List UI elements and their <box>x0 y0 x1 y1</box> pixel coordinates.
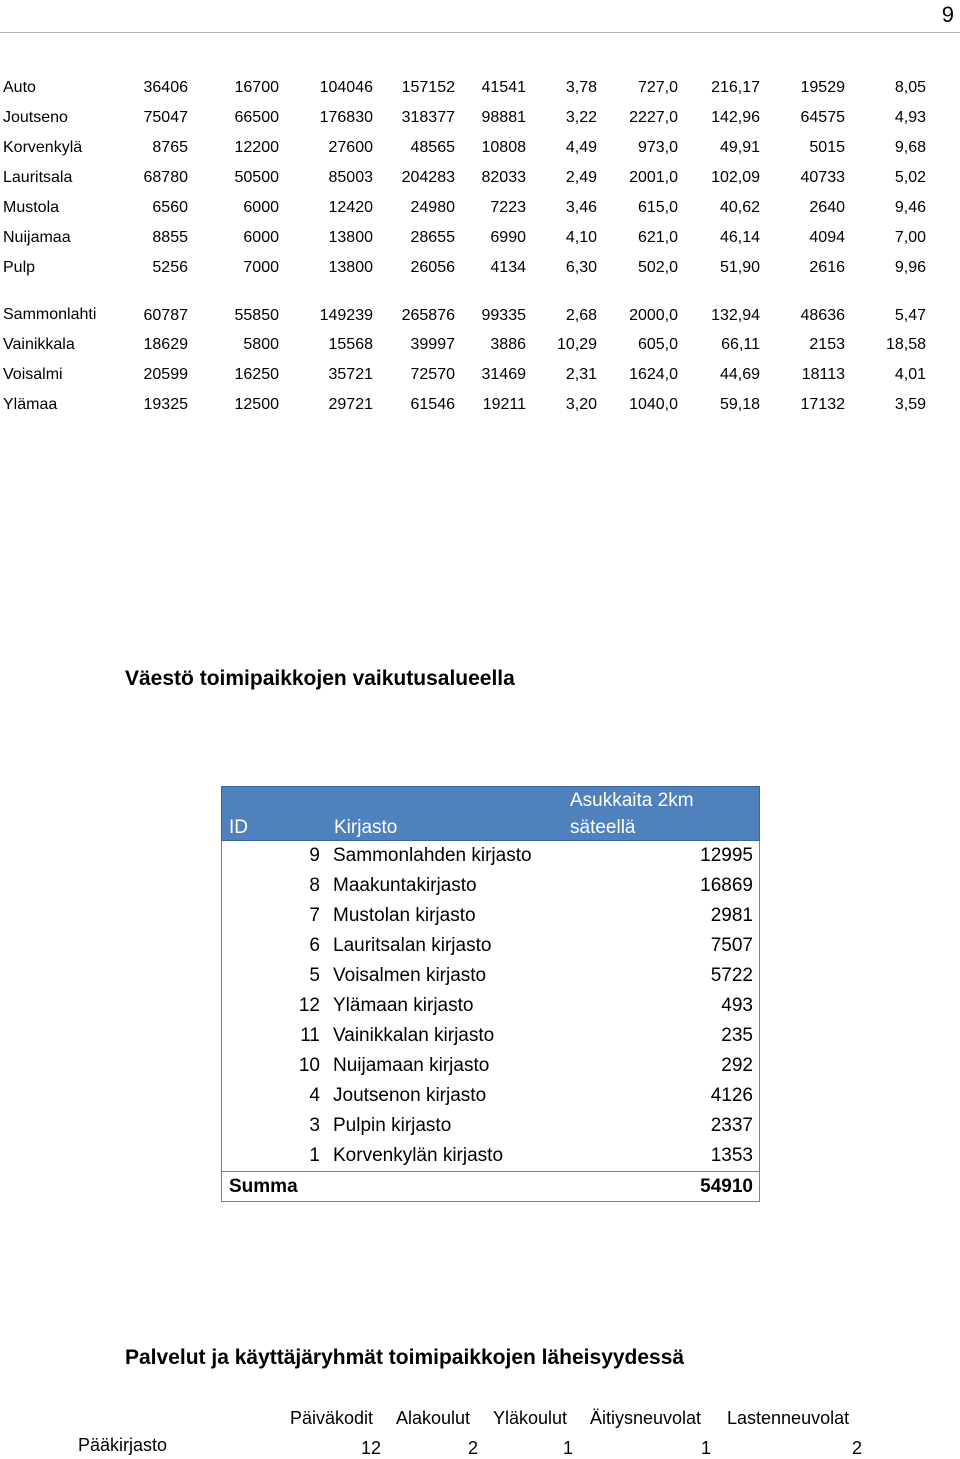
stats-row <box>0 133 926 163</box>
area-name: Sammonlahti <box>3 306 97 323</box>
total-label: Summa <box>229 1175 298 1197</box>
stats-cell: 82033 <box>481 169 526 186</box>
stats-cell: 35721 <box>328 366 373 383</box>
stats-cell: 55850 <box>234 307 279 324</box>
area-name: Ylämaa <box>3 396 58 413</box>
library-population: 16869 <box>700 875 753 896</box>
library-name: Korvenkylän kirjasto <box>333 1145 504 1166</box>
stats-cell: 64575 <box>800 109 845 126</box>
stats-cell: 31469 <box>481 366 526 383</box>
stats-cell: 2640 <box>809 199 845 216</box>
stats-cell: 7223 <box>490 199 526 216</box>
stats-cell: 4094 <box>809 229 845 246</box>
stats-cell: 16250 <box>234 366 279 383</box>
stats-cell: 605,0 <box>637 336 678 353</box>
area-name: Auto <box>3 79 36 96</box>
stats-cell: 216,17 <box>711 79 760 96</box>
library-population: 12995 <box>700 845 753 866</box>
library-table-header <box>221 786 760 841</box>
stats-cell: 4,10 <box>565 229 597 246</box>
area-name: Mustola <box>3 199 60 216</box>
stats-cell: 104046 <box>319 79 373 96</box>
stats-row <box>0 360 926 390</box>
library-id: 11 <box>300 1025 320 1046</box>
stats-cell: 28655 <box>410 229 455 246</box>
stats-cell: 16700 <box>234 79 279 96</box>
stats-cell: 61546 <box>410 396 455 413</box>
stats-cell: 5,47 <box>894 307 926 324</box>
stats-cell: 66,11 <box>721 336 760 353</box>
stats-cell: 18629 <box>143 336 188 353</box>
stats-cell: 149239 <box>319 307 373 324</box>
services-value-child-clinics: 2 <box>851 1438 862 1458</box>
library-total-row <box>221 1171 760 1202</box>
stats-cell: 2,68 <box>565 307 597 324</box>
stats-cell: 48565 <box>410 139 455 156</box>
library-population: 4126 <box>710 1085 753 1106</box>
library-row <box>221 871 760 901</box>
stats-cell: 6000 <box>243 199 279 216</box>
stats-cell: 2153 <box>809 336 845 353</box>
stats-cell: 142,96 <box>711 109 760 126</box>
stats-cell: 60787 <box>143 307 188 324</box>
library-row <box>221 931 760 961</box>
stats-cell: 50500 <box>234 169 279 186</box>
stats-cell: 5800 <box>243 336 279 353</box>
stats-cell: 3,20 <box>565 396 597 413</box>
library-name: Pulpin kirjasto <box>333 1115 452 1136</box>
stats-cell: 98881 <box>481 109 526 126</box>
stats-cell: 5015 <box>809 139 845 156</box>
stats-cell: 4,49 <box>565 139 597 156</box>
stats-cell: 9,68 <box>894 139 926 156</box>
header-library: Kirjasto <box>334 817 398 838</box>
stats-cell: 46,14 <box>719 229 760 246</box>
stats-cell: 157152 <box>401 79 455 96</box>
services-header-secondary-schools: Yläkoulut <box>493 1408 568 1428</box>
library-row <box>221 991 760 1021</box>
header-population: Asukkaita 2km säteellä <box>570 790 694 838</box>
stats-cell: 12420 <box>328 199 373 216</box>
library-row <box>221 1081 760 1111</box>
stats-cell: 2001,0 <box>629 169 678 186</box>
population-section-title: Väestö toimipaikkojen vaikutusalueella <box>125 667 515 690</box>
library-id: 10 <box>298 1055 320 1076</box>
stats-cell: 39997 <box>410 336 455 353</box>
stats-row <box>0 283 926 330</box>
stats-cell: 2,31 <box>565 366 597 383</box>
stats-cell: 6990 <box>490 229 526 246</box>
stats-cell: 727,0 <box>637 79 678 96</box>
stats-cell: 51,90 <box>719 259 760 276</box>
stats-cell: 66500 <box>234 109 279 126</box>
stats-cell: 19325 <box>143 396 188 413</box>
stats-cell: 40733 <box>800 169 845 186</box>
stats-row <box>0 390 926 420</box>
stats-cell: 19211 <box>482 396 526 413</box>
stats-cell: 44,69 <box>719 366 760 383</box>
area-name: Pulp <box>3 259 36 276</box>
services-value-primary-schools: 2 <box>467 1438 478 1458</box>
stats-cell: 204283 <box>401 169 455 186</box>
stats-row <box>0 73 926 103</box>
library-name: Nuijamaan kirjasto <box>333 1055 490 1076</box>
stats-cell: 27600 <box>328 139 373 156</box>
stats-cell: 621,0 <box>637 229 678 246</box>
area-name: Lauritsala <box>3 169 73 186</box>
stats-cell: 3,78 <box>565 79 597 96</box>
library-id: 6 <box>309 935 320 956</box>
services-value-secondary-schools: 1 <box>562 1438 573 1458</box>
stats-cell: 7,00 <box>894 229 926 246</box>
stats-cell: 4,01 <box>894 366 926 383</box>
library-row <box>221 1021 760 1051</box>
library-id: 4 <box>309 1085 320 1106</box>
area-name: Joutseno <box>3 109 68 126</box>
library-name: Ylämaan kirjasto <box>333 995 474 1016</box>
area-name: Voisalmi <box>3 366 63 383</box>
library-id: 7 <box>309 905 320 926</box>
library-name: Voisalmen kirjasto <box>333 965 487 986</box>
stats-cell: 48636 <box>800 307 845 324</box>
stats-cell: 102,09 <box>711 169 760 186</box>
library-population: 1353 <box>710 1145 753 1166</box>
library-name: Mustolan kirjasto <box>333 905 476 926</box>
total-value: 54910 <box>700 1175 753 1197</box>
stats-cell: 6560 <box>152 199 188 216</box>
library-population: 493 <box>721 995 753 1016</box>
stats-cell: 8,05 <box>894 79 926 96</box>
library-name: Lauritsalan kirjasto <box>333 935 492 956</box>
stats-cell: 5256 <box>152 259 188 276</box>
stats-cell: 2,49 <box>565 169 597 186</box>
stats-cell: 1040,0 <box>629 396 678 413</box>
stats-cell: 72570 <box>410 366 455 383</box>
library-name: Sammonlahden kirjasto <box>333 845 532 866</box>
stats-cell: 75047 <box>143 109 188 126</box>
stats-cell: 176830 <box>319 109 373 126</box>
library-id: 8 <box>309 875 320 896</box>
library-row <box>221 841 760 871</box>
stats-cell: 8855 <box>152 229 188 246</box>
library-row <box>221 1051 760 1081</box>
stats-cell: 3,22 <box>565 109 597 126</box>
stats-row <box>0 223 926 253</box>
stats-cell: 10,29 <box>556 336 597 353</box>
library-id: 1 <box>309 1145 320 1166</box>
stats-cell: 3,59 <box>894 396 926 413</box>
page-number: 9 <box>941 2 954 27</box>
stats-cell: 973,0 <box>637 139 678 156</box>
library-population: 2981 <box>710 905 753 926</box>
library-id: 9 <box>309 845 320 866</box>
stats-cell: 4,93 <box>894 109 926 126</box>
services-row-label: Pääkirjasto <box>78 1435 168 1455</box>
stats-cell: 15568 <box>328 336 373 353</box>
library-population: 7507 <box>710 935 753 956</box>
stats-cell: 3886 <box>490 336 526 353</box>
stats-cell: 2227,0 <box>629 109 678 126</box>
stats-cell: 318377 <box>401 109 455 126</box>
services-header-maternity-clinics: Äitiysneuvolat <box>590 1408 702 1428</box>
stats-cell: 26056 <box>410 259 455 276</box>
stats-cell: 24980 <box>410 199 455 216</box>
stats-cell: 85003 <box>328 169 373 186</box>
stats-cell: 12500 <box>234 396 279 413</box>
stats-cell: 2000,0 <box>629 307 678 324</box>
library-population: 5722 <box>710 965 753 986</box>
services-section-title: Palvelut ja käyttäjäryhmät toimipaikkojen läheisyydessä <box>125 1346 685 1369</box>
area-name: Vainikkala <box>3 336 75 353</box>
stats-cell: 502,0 <box>637 259 678 276</box>
stats-cell: 6000 <box>243 229 279 246</box>
stats-cell: 41541 <box>481 79 526 96</box>
library-id: 5 <box>309 965 320 986</box>
stats-cell: 13800 <box>328 229 373 246</box>
stats-cell: 9,96 <box>894 259 926 276</box>
area-statistics-table <box>0 73 926 420</box>
stats-cell: 49,91 <box>719 139 760 156</box>
library-row <box>221 1141 760 1171</box>
stats-cell: 6,30 <box>565 259 597 276</box>
header-id: ID <box>229 817 248 838</box>
library-row <box>221 1111 760 1141</box>
stats-cell: 99335 <box>481 307 526 324</box>
header-rule <box>0 32 960 33</box>
stats-row <box>0 193 926 223</box>
stats-cell: 7000 <box>243 259 279 276</box>
library-name: Joutsenon kirjasto <box>333 1085 487 1106</box>
stats-cell: 29721 <box>328 396 373 413</box>
stats-cell: 3,46 <box>565 199 597 216</box>
stats-cell: 59,18 <box>719 396 760 413</box>
stats-cell: 12200 <box>234 139 279 156</box>
library-name: Maakuntakirjasto <box>333 875 477 896</box>
stats-cell: 10808 <box>481 139 526 156</box>
area-name: Korvenkylä <box>3 139 83 156</box>
stats-cell: 68780 <box>143 169 188 186</box>
stats-cell: 5,02 <box>894 169 926 186</box>
library-row <box>221 901 760 931</box>
stats-cell: 4134 <box>490 259 526 276</box>
area-name: Nuijamaa <box>3 229 71 246</box>
stats-cell: 8765 <box>152 139 188 156</box>
stats-cell: 40,62 <box>719 199 760 216</box>
services-value-maternity-clinics: 1 <box>700 1438 711 1458</box>
stats-cell: 1624,0 <box>629 366 678 383</box>
library-row <box>221 961 760 991</box>
stats-cell: 132,94 <box>711 307 760 324</box>
stats-row <box>0 330 926 360</box>
stats-row <box>0 163 926 193</box>
stats-row <box>0 103 926 133</box>
services-header-child-clinics: Lastenneuvolat <box>727 1408 850 1428</box>
stats-cell: 36406 <box>143 79 188 96</box>
stats-cell: 20599 <box>143 366 188 383</box>
stats-cell: 13800 <box>328 259 373 276</box>
services-header-primary-schools: Alakoulut <box>396 1408 471 1428</box>
stats-cell: 17132 <box>800 396 845 413</box>
stats-cell: 265876 <box>401 307 455 324</box>
stats-cell: 18,58 <box>885 336 926 353</box>
library-population-table <box>221 786 760 1202</box>
stats-cell: 615,0 <box>637 199 678 216</box>
stats-cell: 2616 <box>809 259 845 276</box>
library-name: Vainikkalan kirjasto <box>333 1025 495 1046</box>
stats-cell: 18113 <box>801 366 845 383</box>
library-id: 12 <box>298 995 320 1016</box>
library-id: 3 <box>309 1115 320 1136</box>
library-population: 2337 <box>710 1115 753 1136</box>
stats-cell: 9,46 <box>894 199 926 216</box>
stats-cell: 19529 <box>800 79 845 96</box>
library-population: 292 <box>721 1055 753 1076</box>
stats-row <box>0 253 926 283</box>
services-value-daycare: 12 <box>360 1438 381 1458</box>
services-header-daycare: Päiväkodit <box>290 1408 374 1428</box>
library-population: 235 <box>721 1025 753 1046</box>
